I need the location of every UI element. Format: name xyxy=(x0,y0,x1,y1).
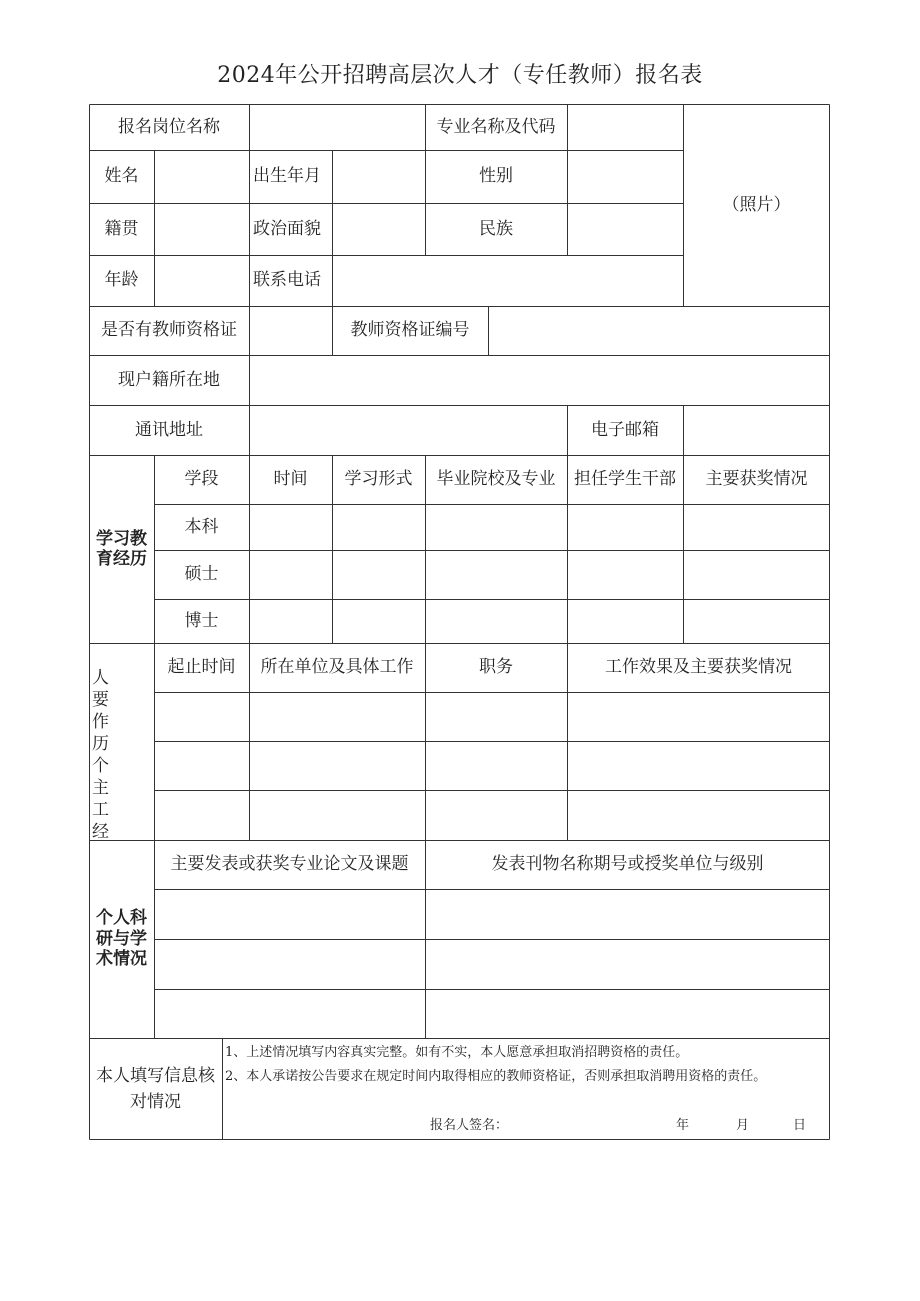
label-birth: 出生年月 xyxy=(253,166,321,187)
work-header-duty: 职务 xyxy=(479,657,513,678)
edu-header-school: 毕业院校及专业 xyxy=(436,469,556,490)
registration-form xyxy=(89,104,830,1140)
work-label-text: 人要作历个主工经 xyxy=(92,668,109,842)
input-cert-number[interactable] xyxy=(489,307,830,355)
label-has-cert: 是否有教师资格证 xyxy=(101,320,237,341)
label-address: 通讯地址 xyxy=(135,419,203,440)
input-native-place[interactable] xyxy=(155,204,249,255)
date-year-label: 年 xyxy=(676,1118,690,1133)
edu-header-stage: 学段 xyxy=(184,469,219,490)
input-has-cert[interactable] xyxy=(250,307,332,355)
work-section-label xyxy=(89,643,154,840)
edu-stage-doctor: 博士 xyxy=(184,610,219,631)
input-birth[interactable] xyxy=(333,151,425,203)
form-title: 2024年公开招聘高层次人才（专任教师）报名表 xyxy=(217,63,703,88)
date-day-label: 日 xyxy=(793,1118,807,1133)
input-political[interactable] xyxy=(333,204,425,255)
label-position-name: 报名岗位名称 xyxy=(118,116,220,137)
label-gender: 性别 xyxy=(479,166,513,187)
verify-statement-2: 2、本人承诺按公告要求在规定时间内取得相应的教师资格证，否则承担取消聘用资格的责任。 xyxy=(225,1069,767,1084)
verify-statement-1: 1、上述情况填写内容真实完整。如有不实，本人愿意承担取消招聘资格的责任。 xyxy=(225,1045,689,1060)
label-email: 电子邮箱 xyxy=(591,419,659,440)
edu-header-awards: 主要获奖情况 xyxy=(705,469,808,490)
input-major-code[interactable] xyxy=(568,105,683,150)
research-section-label xyxy=(89,840,154,1038)
signature-label: 报名人签名： xyxy=(430,1118,509,1133)
edu-stage-bachelor: 本科 xyxy=(184,516,219,537)
work-header-unit: 所在单位及具体工作 xyxy=(260,657,414,678)
label-political: 政治面貌 xyxy=(253,218,321,239)
education-section-label xyxy=(89,455,154,643)
input-hukou[interactable] xyxy=(250,356,830,405)
label-cert-number: 教师资格证编号 xyxy=(350,320,470,341)
edu-header-cadre: 担任学生干部 xyxy=(574,469,676,490)
label-major-code: 专业名称及代码 xyxy=(436,116,556,137)
input-position-name[interactable] xyxy=(250,105,425,150)
signature-field[interactable] xyxy=(519,1110,659,1130)
input-name[interactable] xyxy=(155,151,249,203)
input-ethnicity[interactable] xyxy=(568,204,683,255)
input-phone[interactable] xyxy=(333,256,683,306)
research-header-papers: 主要发表或获奖专业论文及课题 xyxy=(170,854,409,875)
research-label-text: 个人科研与学术情况 xyxy=(96,908,147,970)
label-hukou: 现户籍所在地 xyxy=(118,369,220,390)
education-label-text: 学习教育经历 xyxy=(96,528,147,569)
input-address[interactable] xyxy=(250,406,567,455)
label-ethnicity: 民族 xyxy=(479,218,513,239)
input-gender[interactable] xyxy=(568,151,683,203)
verify-label-text: 本人填写信息核对情况 xyxy=(96,1066,215,1112)
verify-section-label xyxy=(89,1038,222,1140)
label-age: 年龄 xyxy=(104,270,139,291)
work-header-period: 起止时间 xyxy=(167,657,236,678)
label-native-place: 籍贯 xyxy=(104,218,139,239)
photo-box[interactable]: （照片） xyxy=(722,194,791,215)
input-age[interactable] xyxy=(155,256,249,306)
label-name: 姓名 xyxy=(104,166,139,187)
edu-header-form: 学习形式 xyxy=(344,469,413,490)
research-header-journal: 发表刊物名称期号或授奖单位与级别 xyxy=(491,854,764,875)
work-header-results: 工作效果及主要获奖情况 xyxy=(605,657,792,678)
date-month-label: 月 xyxy=(736,1118,750,1133)
input-email[interactable] xyxy=(684,406,830,455)
edu-stage-master: 硕士 xyxy=(184,564,219,585)
edu-header-time: 时间 xyxy=(273,469,308,490)
label-phone: 联系电话 xyxy=(253,270,321,291)
